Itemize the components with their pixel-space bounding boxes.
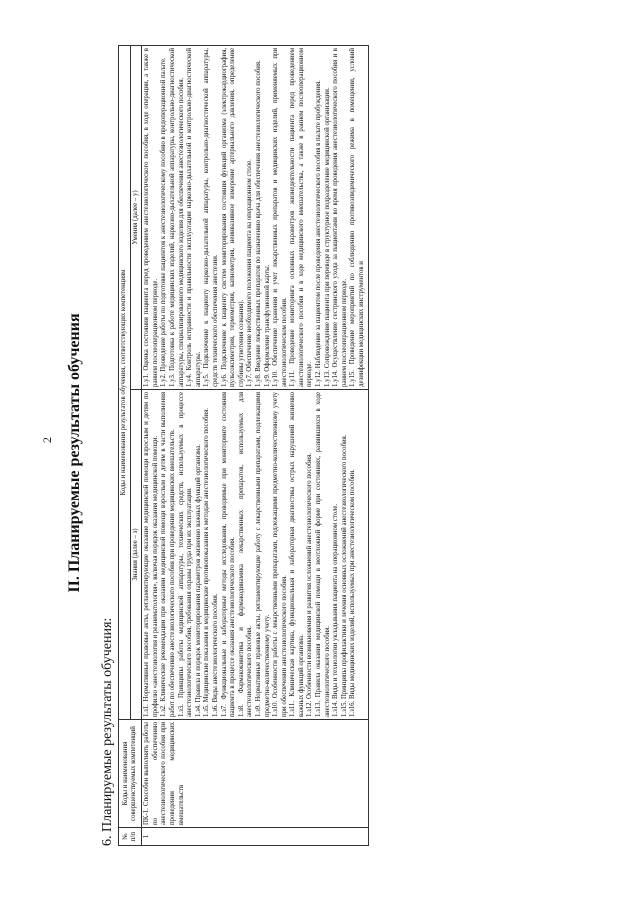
list-item: 1.у11. Проведение мониторинга основных параметров жизнедеятельности пациента перед проведением анестезиологического пособия и в ходе медицинского вмешательства, а также в раннем послеоперационном периоде. [289, 47, 314, 387]
list-item: 1.у10. Обеспечение хранения и учет лекарственных препаратов и медицинских изделий, применяемых при анестезиологическом пособии. [272, 47, 288, 387]
list-item: 1.з10. Особенности работы с лекарственными препаратами, подлежащими предметно-количественному учету при обеспечении анестезиологического пособия. [272, 392, 288, 717]
list-item: 1.з15. Принципы профилактики и лечения основных осложнений анестезиологического пособия. [340, 434, 348, 717]
list-item: 1.у1. Оценка состояния пациента перед проведением анестезиологического пособия, в ходе операции, а также в раннем послеоперационном периоде. [143, 47, 159, 387]
row-number: 1 [142, 828, 368, 846]
list-item: 1.з8. Фармакокинетика и фармакодинамика лекарственных препаратов, используемых для анестезиологического пособия. [237, 392, 254, 717]
list-item: 1.у14. Осуществление сестринского ухода за пациентами во время проведения анестезиологического пособия и в раннем послеоперационном периоде. [332, 47, 348, 387]
list-item: 1.з3. Принципы работы медицинской аппаратуры, технических средств, используемых в процессе анестезиологического пособия, требования охраны труда при их эксплуатации. [177, 392, 194, 717]
list-item: 1.у12. Наблюдение за пациентом после проведения анестезиологического пособия в палате пробуждения. [315, 80, 323, 387]
list-item: 1.у8. Введение лекарственных препаратов по назначению врача для обеспечения анестезиологического пособия. [254, 60, 262, 387]
list-item: 1.у3. Подготовка к работе медицинских изделий, наркозно-дыхательной аппаратуры, контрольно-диагностической аппаратуры, специализированного медицинского изделия для обеспечения анестезиологического пособия. [168, 47, 185, 387]
list-item: 1.з1. Нормативные правовые акты, регламентирующие оказание медицинской помощи взрослым и детям по профилю «анестезиология и реаниматология», включая порядок оказания медицинской помощи. [143, 392, 159, 717]
section-heading: II. Планируемые результаты обучения [66, 313, 83, 593]
list-item: 1.з14. Виды и технологии укладывания пациента на операционном столе. [332, 503, 340, 717]
list-item: 1.у2. Проведение работы по подготовке пациентов к анестезиологическому пособию в предоперационной палате. [160, 57, 168, 387]
list-item: 1.з16. Виды медицинских изделий, используемых при анестезиологическом пособии. [349, 469, 357, 717]
list-item: 1.у13. Сопровождение пациента при переводе в структурное подразделение медицинской организации. [323, 87, 331, 387]
page-number: 2 [40, 437, 54, 443]
list-item: 1.з7. Функциональные и лабораторные методы исследования, проводимые при мониторинге состояния пациента в процессе оказания анестезиологического пособия. [220, 392, 237, 717]
table-row [142, 45, 368, 845]
list-item: 1.з12. Особенности возникновения и развития осложнений анестезиологического пособия. [306, 453, 314, 717]
header-skills: Умения (далее – у) [130, 45, 142, 389]
list-item: 1.у15. Проведение мероприятий по соблюдению противоэпидемического режима в помещении, условий дезинфекции медицинских инструментов и [349, 47, 366, 387]
list-item: 1.з13. Правила оказания медицинской помощи в неотложной форме при состояниях, развившихся в ходе анестезиологического пособия. [315, 392, 331, 717]
list-item: 1.з9. Нормативные правовые акты, регламентирующие работу с лекарственными препаратами, подлежащими предметно-количественному учету. [254, 392, 271, 717]
header-competence-code: Коды и наименования совершенствуемых компетенций [119, 720, 142, 828]
list-item: 1.з6. Виды анестезиологического пособия. [211, 593, 219, 717]
section-title: 6. Планируемые результаты обучения: [100, 617, 115, 846]
list-item: 1.з4. Правила и порядок мониторирования параметров жизненно важных функций организма. [194, 444, 202, 717]
list-item: 1.у9. Оформление трансфузионной карты. [263, 264, 271, 387]
list-item: 1.з11. Клиническая картина, функциональная и лабораторная диагностика острых нарушений жизненно важных функций организма. [289, 392, 305, 717]
header-number: № п/п [119, 828, 142, 846]
header-knowledge: Знания (далее – з) [130, 390, 142, 720]
list-item: 1.у4. Контроль исправности и правильности эксплуатации наркозно-дыхательной и контрольно-диагностической аппаратуры. [186, 47, 202, 387]
list-item: 1.у6. Подключение к пациенту систем мониторирования состояния функций организма (электрокардиография, пульсоксиметрия, термометрия, капнометрия, неинвазивное измерение артериального давления, определение глубины угнетения сознания). [220, 47, 245, 387]
list-item: 1.з2. Клинические рекомендации при оказании медицинской помощи взрослым и детям в части выполнения работ по обеспечению анестезиологического пособия при проведении медицинских вмешательств. [160, 392, 176, 717]
header-results-group: Коды и наименования результатов обучения, соответствующих компетенциям [119, 45, 131, 719]
list-item: 1.у7. Обеспечение необходимого положения пациента на операционном столе. [246, 159, 254, 387]
list-item: 1.у5. Подключение к пациенту наркозно-дыхательной аппаратуры, контрольно-диагностической аппаратуры, средств технического обеспечения анестезии. [203, 47, 219, 387]
list-item: 1.з5. Медицинские показания и медицинские противопоказания к методам анестезиологического пособия. [203, 408, 211, 717]
skills-cell [142, 45, 368, 389]
competence-code-cell: ПК-1. Способен выполнять работы по обеспечению анестезиологического пособия при проведении медицинских вмешательств [142, 720, 368, 828]
knowledge-cell [142, 390, 368, 720]
learning-outcomes-table [118, 45, 369, 846]
